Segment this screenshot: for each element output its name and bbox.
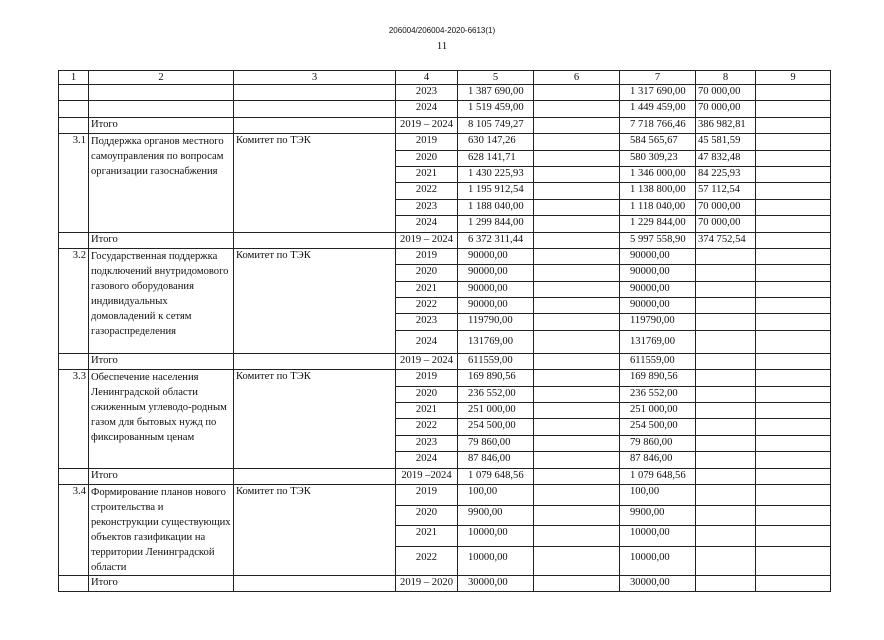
- total-row: [59, 117, 831, 133]
- regional-amount-cell: 7 718 766,46: [620, 117, 696, 133]
- federal-amount-cell: [534, 468, 620, 484]
- year-cell: 2023: [396, 199, 458, 215]
- year-cell: 2023: [396, 435, 458, 451]
- col-header: 7: [620, 71, 696, 85]
- page-number: 11: [436, 40, 448, 52]
- other-amount-cell: [756, 403, 831, 419]
- year-cell: 2023: [396, 85, 458, 101]
- period-cell: 2019 – 2024: [396, 117, 458, 133]
- total-row: [59, 353, 831, 369]
- total-amount-cell: 8 105 749,27: [458, 117, 534, 133]
- total-label-cell: Итого: [89, 353, 234, 369]
- executor-cell: [234, 353, 396, 369]
- total-amount-cell: 236 552,00: [458, 386, 534, 402]
- other-amount-cell: [756, 265, 831, 281]
- other-amount-cell: [756, 505, 831, 526]
- local-amount-cell: [696, 419, 756, 435]
- local-amount-cell: [696, 353, 756, 369]
- name-cell: [89, 85, 234, 101]
- local-amount-cell: [696, 526, 756, 547]
- local-amount-cell: 70 000,00: [696, 85, 756, 101]
- regional-amount-cell: 90000,00: [620, 298, 696, 314]
- index-cell: [59, 575, 89, 591]
- total-row: [59, 575, 831, 591]
- total-label-cell: Итого: [89, 117, 234, 133]
- section-executor: Комитет по ТЭК: [234, 484, 396, 575]
- local-amount-cell: [696, 452, 756, 468]
- local-amount-cell: 70 000,00: [696, 216, 756, 232]
- regional-amount-cell: 1 079 648,56: [620, 468, 696, 484]
- total-amount-cell: 9900,00: [458, 505, 534, 526]
- index-cell: [59, 353, 89, 369]
- federal-amount-cell: [534, 248, 620, 264]
- section-index: 3.4: [59, 484, 89, 575]
- federal-amount-cell: [534, 526, 620, 547]
- table-row: [59, 248, 831, 264]
- year-cell: 2022: [396, 419, 458, 435]
- federal-amount-cell: [534, 452, 620, 468]
- year-cell: 2024: [396, 216, 458, 232]
- federal-amount-cell: [534, 386, 620, 402]
- regional-amount-cell: 1 449 459,00: [620, 101, 696, 117]
- total-amount-cell: 1 430 225,93: [458, 166, 534, 182]
- year-cell: 2020: [396, 265, 458, 281]
- other-amount-cell: [756, 232, 831, 248]
- federal-amount-cell: [534, 101, 620, 117]
- total-amount-cell: 1 079 648,56: [458, 468, 534, 484]
- executor-cell: [234, 117, 396, 133]
- section-index: 3.3: [59, 370, 89, 468]
- table-row: [59, 134, 831, 150]
- other-amount-cell: [756, 526, 831, 547]
- section-index: 3.2: [59, 248, 89, 353]
- regional-amount-cell: 79 860,00: [620, 435, 696, 451]
- total-amount-cell: 1 188 040,00: [458, 199, 534, 215]
- federal-amount-cell: [534, 85, 620, 101]
- regional-amount-cell: 10000,00: [620, 526, 696, 547]
- local-amount-cell: [696, 546, 756, 575]
- other-amount-cell: [756, 199, 831, 215]
- local-amount-cell: [696, 370, 756, 386]
- year-cell: 2022: [396, 298, 458, 314]
- index-cell: [59, 85, 89, 101]
- regional-amount-cell: 87 846,00: [620, 452, 696, 468]
- year-cell: 2021: [396, 403, 458, 419]
- total-amount-cell: 90000,00: [458, 248, 534, 264]
- total-amount-cell: 169 890,56: [458, 370, 534, 386]
- col-header: 4: [396, 71, 458, 85]
- other-amount-cell: [756, 452, 831, 468]
- total-amount-cell: 611559,00: [458, 353, 534, 369]
- total-amount-cell: 1 195 912,54: [458, 183, 534, 199]
- other-amount-cell: [756, 298, 831, 314]
- col-header: 8: [696, 71, 756, 85]
- other-amount-cell: [756, 183, 831, 199]
- local-amount-cell: 70 000,00: [696, 101, 756, 117]
- name-cell: [89, 101, 234, 117]
- total-row: [59, 232, 831, 248]
- regional-amount-cell: 1 346 000,00: [620, 166, 696, 182]
- federal-amount-cell: [534, 232, 620, 248]
- total-amount-cell: 87 846,00: [458, 452, 534, 468]
- year-cell: 2021: [396, 526, 458, 547]
- local-amount-cell: [696, 403, 756, 419]
- total-amount-cell: 90000,00: [458, 265, 534, 281]
- total-label-cell: Итого: [89, 468, 234, 484]
- regional-amount-cell: 1 138 800,00: [620, 183, 696, 199]
- col-header: 2: [89, 71, 234, 85]
- federal-amount-cell: [534, 435, 620, 451]
- regional-amount-cell: 10000,00: [620, 546, 696, 575]
- year-cell: 2019: [396, 134, 458, 150]
- table-body: [59, 71, 831, 592]
- total-amount-cell: 131769,00: [458, 330, 534, 353]
- other-amount-cell: [756, 575, 831, 591]
- table-row: [59, 484, 831, 505]
- federal-amount-cell: [534, 117, 620, 133]
- regional-amount-cell: 169 890,56: [620, 370, 696, 386]
- regional-amount-cell: 90000,00: [620, 265, 696, 281]
- total-label-cell: Итого: [89, 575, 234, 591]
- federal-amount-cell: [534, 419, 620, 435]
- total-amount-cell: 630 147,26: [458, 134, 534, 150]
- federal-amount-cell: [534, 298, 620, 314]
- year-cell: 2020: [396, 505, 458, 526]
- regional-amount-cell: 90000,00: [620, 248, 696, 264]
- total-amount-cell: 90000,00: [458, 298, 534, 314]
- year-cell: 2019: [396, 370, 458, 386]
- local-amount-cell: 84 225,93: [696, 166, 756, 182]
- total-amount-cell: 79 860,00: [458, 435, 534, 451]
- col-header: 6: [534, 71, 620, 85]
- year-cell: 2024: [396, 101, 458, 117]
- local-amount-cell: 386 982,81: [696, 117, 756, 133]
- federal-amount-cell: [534, 546, 620, 575]
- local-amount-cell: [696, 386, 756, 402]
- total-label-cell: Итого: [89, 232, 234, 248]
- section-name: Государственная поддержка подключений внутридомового газового оборудования индивидуальных домовладений к сетям газораспределения: [89, 248, 234, 353]
- other-amount-cell: [756, 386, 831, 402]
- regional-amount-cell: 580 309,23: [620, 150, 696, 166]
- local-amount-cell: 47 832,48: [696, 150, 756, 166]
- other-amount-cell: [756, 85, 831, 101]
- year-cell: 2019: [396, 484, 458, 505]
- period-cell: 2019 – 2024: [396, 353, 458, 369]
- section-executor: Комитет по ТЭК: [234, 370, 396, 468]
- other-amount-cell: [756, 248, 831, 264]
- local-amount-cell: 45 581,59: [696, 134, 756, 150]
- year-cell: 2019: [396, 248, 458, 264]
- index-cell: [59, 232, 89, 248]
- total-amount-cell: 119790,00: [458, 314, 534, 330]
- federal-amount-cell: [534, 281, 620, 297]
- other-amount-cell: [756, 484, 831, 505]
- section-executor: Комитет по ТЭК: [234, 134, 396, 232]
- federal-amount-cell: [534, 216, 620, 232]
- year-cell: 2022: [396, 546, 458, 575]
- local-amount-cell: [696, 265, 756, 281]
- col-header: 5: [458, 71, 534, 85]
- federal-amount-cell: [534, 370, 620, 386]
- executor-cell: [234, 468, 396, 484]
- index-cell: [59, 117, 89, 133]
- other-amount-cell: [756, 330, 831, 353]
- other-amount-cell: [756, 419, 831, 435]
- table-row: [59, 101, 831, 117]
- local-amount-cell: [696, 330, 756, 353]
- other-amount-cell: [756, 166, 831, 182]
- local-amount-cell: [696, 314, 756, 330]
- regional-amount-cell: 100,00: [620, 484, 696, 505]
- regional-amount-cell: 611559,00: [620, 353, 696, 369]
- other-amount-cell: [756, 314, 831, 330]
- year-cell: 2023: [396, 314, 458, 330]
- regional-amount-cell: 9900,00: [620, 505, 696, 526]
- total-amount-cell: 10000,00: [458, 526, 534, 547]
- period-cell: 2019 – 2020: [396, 575, 458, 591]
- federal-amount-cell: [534, 575, 620, 591]
- local-amount-cell: [696, 484, 756, 505]
- year-cell: 2021: [396, 166, 458, 182]
- index-cell: [59, 468, 89, 484]
- local-amount-cell: 70 000,00: [696, 199, 756, 215]
- regional-amount-cell: 251 000,00: [620, 403, 696, 419]
- other-amount-cell: [756, 117, 831, 133]
- other-amount-cell: [756, 370, 831, 386]
- federal-amount-cell: [534, 484, 620, 505]
- regional-amount-cell: 131769,00: [620, 330, 696, 353]
- regional-amount-cell: 254 500,00: [620, 419, 696, 435]
- total-amount-cell: 1 299 844,00: [458, 216, 534, 232]
- year-cell: 2020: [396, 386, 458, 402]
- total-amount-cell: 6 372 311,44: [458, 232, 534, 248]
- federal-amount-cell: [534, 330, 620, 353]
- federal-amount-cell: [534, 403, 620, 419]
- other-amount-cell: [756, 546, 831, 575]
- federal-amount-cell: [534, 314, 620, 330]
- federal-amount-cell: [534, 166, 620, 182]
- federal-amount-cell: [534, 134, 620, 150]
- period-cell: 2019 – 2024: [396, 232, 458, 248]
- table-row: [59, 85, 831, 101]
- total-amount-cell: 1 387 690,00: [458, 85, 534, 101]
- year-cell: 2024: [396, 330, 458, 353]
- regional-amount-cell: 1 317 690,00: [620, 85, 696, 101]
- other-amount-cell: [756, 435, 831, 451]
- federal-amount-cell: [534, 150, 620, 166]
- other-amount-cell: [756, 353, 831, 369]
- local-amount-cell: 57 112,54: [696, 183, 756, 199]
- index-cell: [59, 101, 89, 117]
- other-amount-cell: [756, 134, 831, 150]
- total-amount-cell: 30000,00: [458, 575, 534, 591]
- total-amount-cell: 1 519 459,00: [458, 101, 534, 117]
- section-index: 3.1: [59, 134, 89, 232]
- header-row: [59, 71, 831, 85]
- local-amount-cell: [696, 575, 756, 591]
- regional-amount-cell: 30000,00: [620, 575, 696, 591]
- other-amount-cell: [756, 101, 831, 117]
- federal-amount-cell: [534, 199, 620, 215]
- budget-table: [58, 70, 831, 592]
- total-amount-cell: 251 000,00: [458, 403, 534, 419]
- year-cell: 2022: [396, 183, 458, 199]
- table-row: [59, 370, 831, 386]
- local-amount-cell: 374 752,54: [696, 232, 756, 248]
- regional-amount-cell: 90000,00: [620, 281, 696, 297]
- other-amount-cell: [756, 281, 831, 297]
- regional-amount-cell: 1 118 040,00: [620, 199, 696, 215]
- federal-amount-cell: [534, 353, 620, 369]
- other-amount-cell: [756, 468, 831, 484]
- year-cell: 2020: [396, 150, 458, 166]
- executor-cell: [234, 85, 396, 101]
- regional-amount-cell: 1 229 844,00: [620, 216, 696, 232]
- regional-amount-cell: 119790,00: [620, 314, 696, 330]
- federal-amount-cell: [534, 505, 620, 526]
- col-header: 3: [234, 71, 396, 85]
- section-executor: Комитет по ТЭК: [234, 248, 396, 353]
- total-amount-cell: 100,00: [458, 484, 534, 505]
- section-name: Формирование планов нового строительства и реконструкции существующих объектов газификации на территории Ленинградской области: [89, 484, 234, 575]
- other-amount-cell: [756, 150, 831, 166]
- local-amount-cell: [696, 248, 756, 264]
- local-amount-cell: [696, 468, 756, 484]
- other-amount-cell: [756, 216, 831, 232]
- regional-amount-cell: 584 565,67: [620, 134, 696, 150]
- executor-cell: [234, 232, 396, 248]
- federal-amount-cell: [534, 265, 620, 281]
- total-amount-cell: 628 141,71: [458, 150, 534, 166]
- col-header: 9: [756, 71, 831, 85]
- year-cell: 2021: [396, 281, 458, 297]
- document-id: 206004/206004-2020-6613(1): [388, 26, 496, 35]
- regional-amount-cell: 5 997 558,90: [620, 232, 696, 248]
- executor-cell: [234, 101, 396, 117]
- regional-amount-cell: 236 552,00: [620, 386, 696, 402]
- federal-amount-cell: [534, 183, 620, 199]
- executor-cell: [234, 575, 396, 591]
- total-amount-cell: 90000,00: [458, 281, 534, 297]
- local-amount-cell: [696, 281, 756, 297]
- col-header: 1: [59, 71, 89, 85]
- local-amount-cell: [696, 298, 756, 314]
- total-amount-cell: 10000,00: [458, 546, 534, 575]
- year-cell: 2024: [396, 452, 458, 468]
- local-amount-cell: [696, 435, 756, 451]
- period-cell: 2019 –2024: [396, 468, 458, 484]
- local-amount-cell: [696, 505, 756, 526]
- section-name: Поддержка органов местного самоуправления по вопросам организации газоснабжения: [89, 134, 234, 232]
- total-row: [59, 468, 831, 484]
- section-name: Обеспечение населения Ленинградской области сжиженным углеводо-родным газом для бытовых нужд по фиксированным ценам: [89, 370, 234, 468]
- total-amount-cell: 254 500,00: [458, 419, 534, 435]
